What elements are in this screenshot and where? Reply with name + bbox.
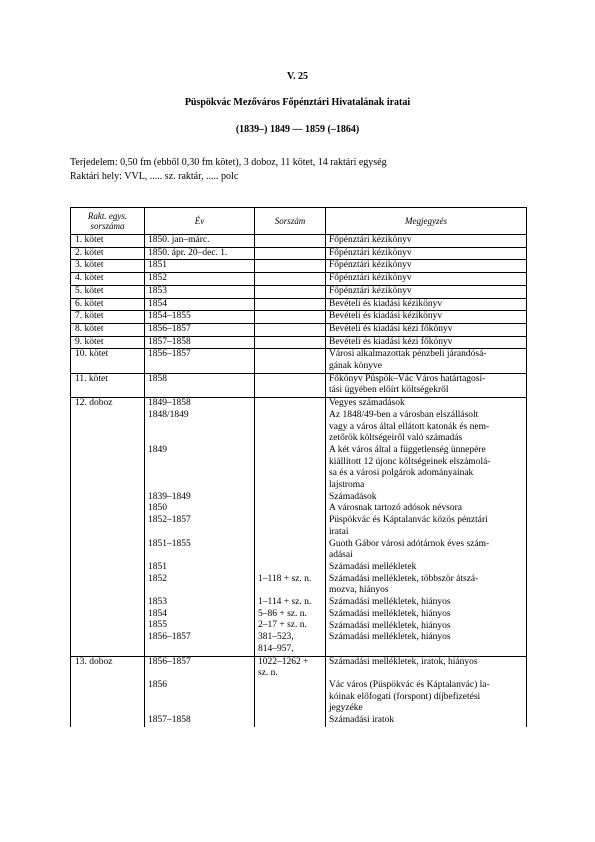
table-row [71, 311, 527, 324]
note-entry: Bevételi és kiadási kézi főkönyv [329, 323, 453, 334]
note-entry: Számadások [329, 491, 377, 502]
num-entry [258, 445, 323, 492]
note-entry: Főpénztári kézikönyv [329, 260, 412, 271]
year-entry: 1849 [148, 444, 167, 455]
num-entry [258, 299, 323, 311]
num-cell [255, 373, 326, 397]
note-entry: Püspökvác és Káptalanvác közös pénztári iratai [329, 515, 488, 537]
table-row [71, 349, 527, 373]
year-cell [145, 656, 255, 727]
note-cell [326, 398, 527, 656]
year-entry: 1856–1857 [148, 323, 191, 334]
unit-cell: 6. kötet [71, 298, 145, 311]
num-entry [258, 349, 323, 372]
note-cell [326, 373, 527, 397]
year-entry: 1854 [148, 298, 167, 309]
table-row [71, 336, 527, 349]
unit-cell: 4. kötet [71, 273, 145, 286]
table-row [71, 323, 527, 336]
year-entry: 1856–1857 [148, 349, 191, 360]
num-entry [258, 503, 323, 515]
year-cell [145, 235, 255, 248]
year-cell [145, 336, 255, 349]
note-entry: Főkönyv Püspök–Vác Város határtagosí- tási ügyében előírt költségekről [329, 373, 486, 396]
num-entry [258, 398, 323, 410]
header-unit: Rakt. egys. sorszáma [71, 208, 145, 235]
num-entry [258, 715, 323, 727]
num-cell [255, 235, 326, 248]
year-cell [145, 298, 255, 311]
table-row [71, 298, 527, 311]
note-cell [326, 273, 527, 286]
year-cell [145, 247, 255, 260]
note-entry: Bevételi és kiadási kézikönyv [329, 298, 443, 309]
year-entry: 1856 [148, 679, 167, 690]
year-entry: 1856–1857 [148, 632, 191, 643]
num-cell [255, 285, 326, 298]
table-row [71, 273, 527, 286]
num-entry: 381–523, 814–957, [258, 632, 294, 654]
num-entry [258, 235, 323, 247]
unit-cell: 3. kötet [71, 260, 145, 273]
num-entry [258, 311, 323, 323]
note-entry: Guoth Gábor városi adótárnok éves szám- adásai [329, 538, 490, 561]
note-entry: Számadási iratok [329, 715, 395, 726]
note-entry: Számadási mellékletek, hiányos [329, 608, 451, 619]
num-cell [255, 247, 326, 260]
unit-cell: 5. kötet [71, 285, 145, 298]
unit-cell: 1. kötet [71, 235, 145, 248]
num-entry [258, 410, 323, 445]
year-cell [145, 285, 255, 298]
num-entry [258, 337, 323, 349]
note-cell [326, 298, 527, 311]
year-cell [145, 373, 255, 397]
inventory-table [70, 207, 527, 727]
year-cell [145, 323, 255, 336]
note-entry: Bevételi és kiadási kézikönyv [329, 311, 443, 322]
unit-cell: 13. doboz [71, 656, 145, 727]
num-cell [255, 298, 326, 311]
num-entry: 1–114 + sz. n. [258, 596, 312, 607]
note-entry: Számadási mellékletek [329, 561, 417, 572]
num-cell [255, 336, 326, 349]
note-entry: Városi alkalmazottak pénzbeli járandósá- gának könyve [329, 349, 487, 372]
num-cell [255, 311, 326, 324]
num-entry [258, 260, 323, 272]
year-entry: 1850 [148, 503, 167, 514]
note-entry: A két város által a függetlenség ünnepére kiállított 12 újonc költségeinek elszámolá- sa és a városi polgárok adományainak lajstroma [329, 444, 491, 491]
extent-text: Terjedelem: 0,50 fm (ebből 0,30 fm kötet), 3 doboz, 11 kötet, 14 raktári egység [70, 157, 387, 168]
year-entry: 1852–1857 [148, 515, 191, 526]
location-text: Raktári hely: VVL, ..... sz. raktár, ..... polc [70, 171, 239, 182]
num-entry [258, 562, 323, 574]
year-entry: 1852 [148, 573, 167, 584]
num-cell [255, 273, 326, 286]
year-entry: 1851–1855 [148, 538, 191, 549]
note-cell [326, 656, 527, 727]
year-cell [145, 273, 255, 286]
note-entry: Számadási mellékletek, hiányos [329, 632, 451, 643]
year-cell [145, 349, 255, 373]
note-cell [326, 336, 527, 349]
unit-cell: 9. kötet [71, 336, 145, 349]
note-entry: Számadási mellékletek, többször átszá- mozva, hiányos [329, 573, 479, 596]
year-entry: 1852 [148, 273, 167, 284]
header-number: Sorszám [255, 208, 326, 235]
num-entry [258, 273, 323, 285]
note-entry: Bevételi és kiadási kézi főkönyv [329, 336, 453, 347]
year-entry: 1854 [148, 608, 167, 619]
year-cell [145, 398, 255, 656]
note-cell [326, 235, 527, 248]
header-year: Év [145, 208, 255, 235]
num-cell [255, 398, 326, 656]
num-entry [258, 324, 323, 336]
year-cell [145, 311, 255, 324]
note-entry: Főpénztári kézikönyv [329, 247, 412, 258]
num-cell [255, 260, 326, 273]
note-cell [326, 323, 527, 336]
num-cell [255, 349, 326, 373]
num-entry [258, 286, 323, 298]
note-cell [326, 260, 527, 273]
year-entry: 1857–1858 [148, 336, 191, 347]
year-entry: 1848/1849 [148, 409, 189, 420]
note-entry: Számadási mellékletek, hiányos [329, 620, 451, 631]
section-number: V. 25 [287, 71, 308, 82]
fonds-dates: (1839–) 1849 — 1859 (–1864) [235, 124, 360, 135]
year-entry: 1850. jan–márc. [148, 235, 210, 245]
note-entry: Főpénztári kézikönyv [329, 235, 412, 245]
num-entry [258, 538, 323, 561]
year-entry: 1853 [148, 597, 167, 608]
unit-cell: 7. kötet [71, 311, 145, 324]
note-entry: Főpénztári kézikönyv [329, 273, 412, 284]
num-cell [255, 323, 326, 336]
num-entry: 5–86 + sz. n. [258, 608, 307, 619]
year-entry: 1855 [148, 620, 167, 631]
table-row [71, 398, 527, 656]
note-entry: Vegyes számadások [329, 398, 405, 409]
num-entry: 1–118 + sz. n. [258, 573, 312, 584]
year-entry: 1858 [148, 373, 167, 384]
table-header-row [71, 208, 527, 235]
num-entry [258, 515, 323, 538]
note-cell [326, 247, 527, 260]
num-entry [258, 492, 323, 504]
table-row [71, 285, 527, 298]
unit-cell: 11. kötet [71, 373, 145, 397]
year-entry: 1851 [148, 561, 167, 572]
unit-cell: 2. kötet [71, 247, 145, 260]
note-cell [326, 311, 527, 324]
note-entry: Főpénztári kézikönyv [329, 285, 412, 296]
year-entry: 1849–1858 [148, 398, 191, 409]
table-row [71, 235, 527, 248]
table-row [71, 260, 527, 273]
note-entry: Számadási mellékletek, iratok, hiányos [329, 656, 478, 667]
header-note: Megjegyzés [326, 208, 527, 235]
year-entry: 1853 [148, 285, 167, 296]
num-entry: 1022–1262 + sz. n. [258, 656, 309, 679]
table-row [71, 656, 527, 727]
year-entry: 1856–1857 [148, 656, 191, 667]
note-entry: A városnak tartozó adósok névsora [329, 503, 462, 514]
num-entry: 2–17 + sz. n. [258, 620, 307, 631]
year-entry: 1850. ápr. 20–dec. 1. [148, 247, 228, 258]
unit-cell: 8. kötet [71, 323, 145, 336]
num-entry [258, 680, 323, 715]
num-cell [255, 656, 326, 727]
note-entry: Vác város (Püspökvác és Káptalanvác) la- kóinak előfogati (forspont) díjbefizetési jegyzéke [329, 679, 490, 714]
num-entry [258, 374, 323, 397]
year-entry: 1851 [148, 260, 167, 271]
fonds-title: Püspökvác Mezőváros Főpénztári Hivatalának iratai [184, 97, 411, 108]
year-entry: 1857–1858 [148, 715, 191, 726]
note-entry: Az 1848/49-ben a városban elszállásolt vagy a város által ellátott katonák és nem- zetőrök költségeiről való számadás [329, 409, 490, 444]
year-cell [145, 260, 255, 273]
table-row [71, 373, 527, 397]
note-entry: Számadási mellékletek, hiányos [329, 597, 451, 608]
unit-cell: 10. kötet [71, 349, 145, 373]
note-cell [326, 285, 527, 298]
num-entry [258, 248, 323, 260]
year-entry: 1854–1855 [148, 311, 191, 322]
note-cell [326, 349, 527, 373]
table-row [71, 247, 527, 260]
unit-cell: 12. doboz [71, 398, 145, 656]
year-entry: 1839–1849 [148, 491, 191, 502]
